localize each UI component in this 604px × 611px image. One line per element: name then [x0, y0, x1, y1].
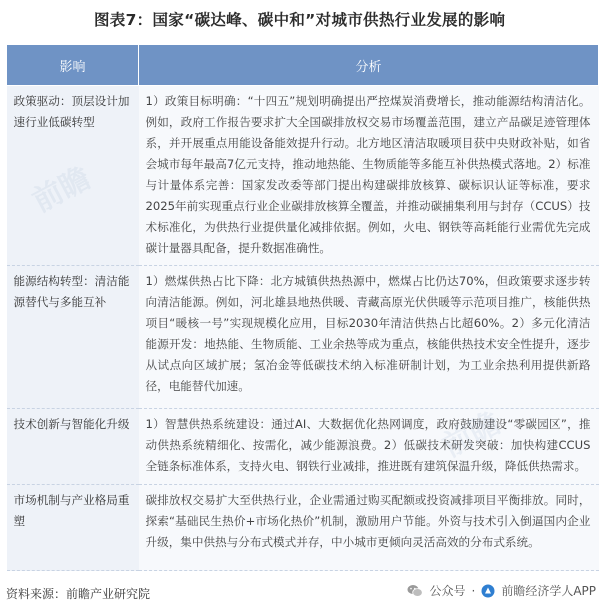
header-impact: 影响	[7, 45, 139, 86]
qianzhan-logo-icon	[481, 584, 495, 598]
row-impact-market: 市场机制与产业格局重塑	[7, 485, 139, 571]
table-row	[7, 485, 599, 571]
account-name: 前瞻经济学人APP	[501, 584, 596, 598]
separator: ·	[471, 583, 476, 598]
impact-analysis-table	[6, 44, 599, 571]
header-analysis: 分析	[139, 45, 599, 86]
account-credit	[407, 582, 596, 599]
figure-title: 图表7：国家“碳达峰、碳中和”对城市供热行业发展的影响	[94, 11, 506, 29]
wechat-icon	[407, 584, 423, 598]
table-row	[7, 409, 599, 485]
row-analysis-policy: 1）政策目标明确：“十四五”规划明确提出严控煤炭消费增长，推动能源结构清洁化。例如，政府工作报告要求扩大全国碳排放权交易市场覆盖范围，建立产品碳足迹管理体系，并开展重点用能设备能效提升行动。北方地区清洁取暖项目获中央财政补贴，如省会城市每年最高7亿元支持，推动地热能、生物质能等多能互补供热模式落地。2）标准与计量体系完善：国家发改委等部门提出构建碳排放核算、碳标识认证等标准，要求2025年前实现重点行业企业碳排放核算全覆盖，并推动碳捕集利用与封存（CCUS）技术标准化，为供热行业提供量化减排依据。例如，火电、钢铁等高耗能行业需优先完成碳计量器具配备，提升数据准确性。	[139, 86, 599, 266]
table-header-row	[7, 45, 599, 86]
row-analysis-tech: 1）智慧供热系统建设：通过AI、大数据优化热网调度，政府鼓励建设“零碳园区”，推动供热系统精细化、按需化，减少能源浪费。2）低碳技术研发突破：加快构建CCUS全链条标准体系，支持火电、钢铁行业减排，推进既有建筑保温升级，降低供热需求。	[139, 409, 599, 485]
wechat-label: 公众号	[429, 584, 466, 598]
data-source: 资料来源：前瞻产业研究院	[6, 587, 151, 601]
table-row	[7, 86, 599, 266]
row-analysis-market: 碳排放权交易扩大至供热行业，企业需通过购买配额或投资减排项目平衡排放。同时，探索“基础民生热价+市场化热价”机制，激励用户节能。外资与技术引入倒逼国内企业升级，集中供热与分布式模式并存，中小城市更倾向灵活高效的分布式系统。	[139, 485, 599, 571]
row-impact-tech: 技术创新与智能化升级	[7, 409, 139, 485]
row-impact-policy: 政策驱动：顶层设计加速行业低碳转型	[7, 86, 139, 266]
row-analysis-energy: 1）燃煤供热占比下降：北方城镇供热热源中，燃煤占比仍达70%，但政策要求逐步转向清洁能源。例如，河北雄县地热供暖、青藏高原光伏供暖等示范项目推广，核能供热项目“暖核一号”实现规模化应用，目标2030年清洁供热占比超60%。2）多元化清洁能源开发：地热能、生物质能、工业余热等成为重点，核能供热技术安全性提升，逐步从试点向区域扩展；氢冶金等低碳技术纳入标准研制计划，为工业余热利用提供新路径，电能替代加速。	[139, 266, 599, 409]
row-impact-energy: 能源结构转型：清洁能源替代与多能互补	[7, 266, 139, 409]
table-row	[7, 266, 599, 409]
